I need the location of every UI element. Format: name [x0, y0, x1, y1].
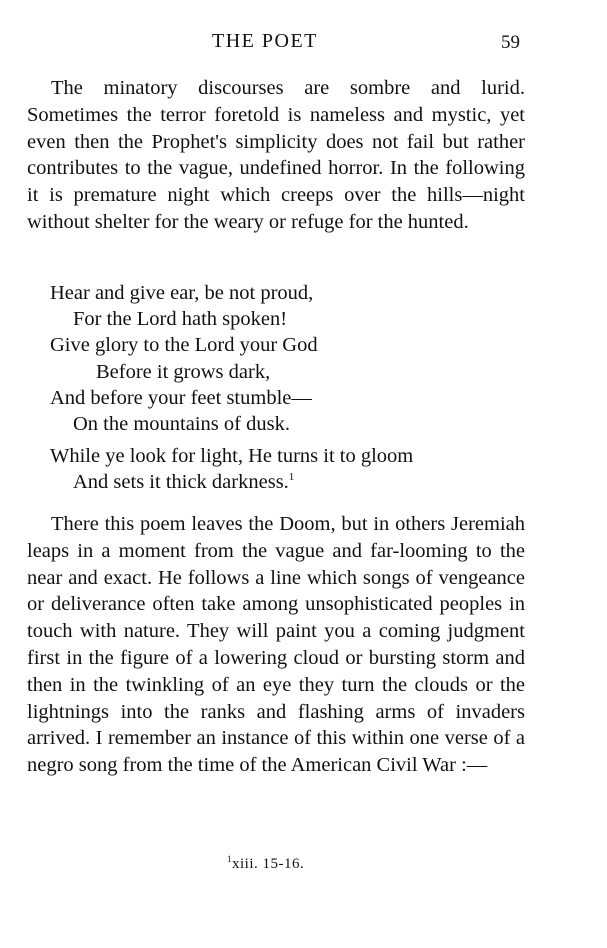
footnote-marker: 1 [227, 854, 232, 864]
poem-line-with-footnote [50, 469, 570, 495]
poem-block [50, 280, 570, 502]
body-paragraph-2 [27, 511, 525, 779]
poem-line-text: And sets it thick darkness. [73, 471, 289, 494]
poem-line: For the Lord hath spoken! [73, 308, 288, 331]
poem-line: Give glory to the Lord your God [50, 334, 318, 357]
running-head [0, 30, 607, 58]
paragraph-text: There this poem leaves the Doom, but in others Jeremiah leaps in a moment from the vague and far-looming to the near and exact. He follows a line which songs of vengeance or deliverance often take among unsophisticated peoples in touch with nature. They will paint you a coming judgment first in the figure of a lowering cloud or bursting storm and then in the twinkling of an eye they turn the clouds or the lightnings into the ranks and flashing arms of invaders arrived. I remember an instance of this within one verse of a negro song from the time of the American Civil War :— [27, 513, 525, 777]
poem-line: And before your feet stumble— [50, 386, 312, 409]
poem-line: Before it grows dark, [96, 360, 271, 383]
poem-stanza-1 [50, 280, 570, 437]
poem-stanza-2 [50, 443, 570, 495]
poem-line: While ye look for light, He turns it to gloom [50, 445, 414, 468]
footnote-text: xiii. 15-16. [232, 856, 305, 872]
footnote-reference: 1 [288, 471, 295, 484]
page-number: 59 [501, 32, 520, 53]
body-paragraph-1 [27, 75, 525, 236]
footnote [227, 856, 304, 873]
poem-line: Hear and give ear, be not proud, [50, 282, 314, 304]
running-title: THE POET [212, 30, 318, 52]
paragraph-text: The minatory discourses are sombre and lurid. Sometimes the terror foretold is nameless and mystic, yet even then the Prophet's simplicity does not fail but rather contributes to the vague, undefined horror. In the following it is premature night which creeps over the hills—night without shelter for the weary or refuge for the hunted. [27, 77, 525, 233]
poem-line: On the mountains of dusk. [73, 413, 290, 436]
